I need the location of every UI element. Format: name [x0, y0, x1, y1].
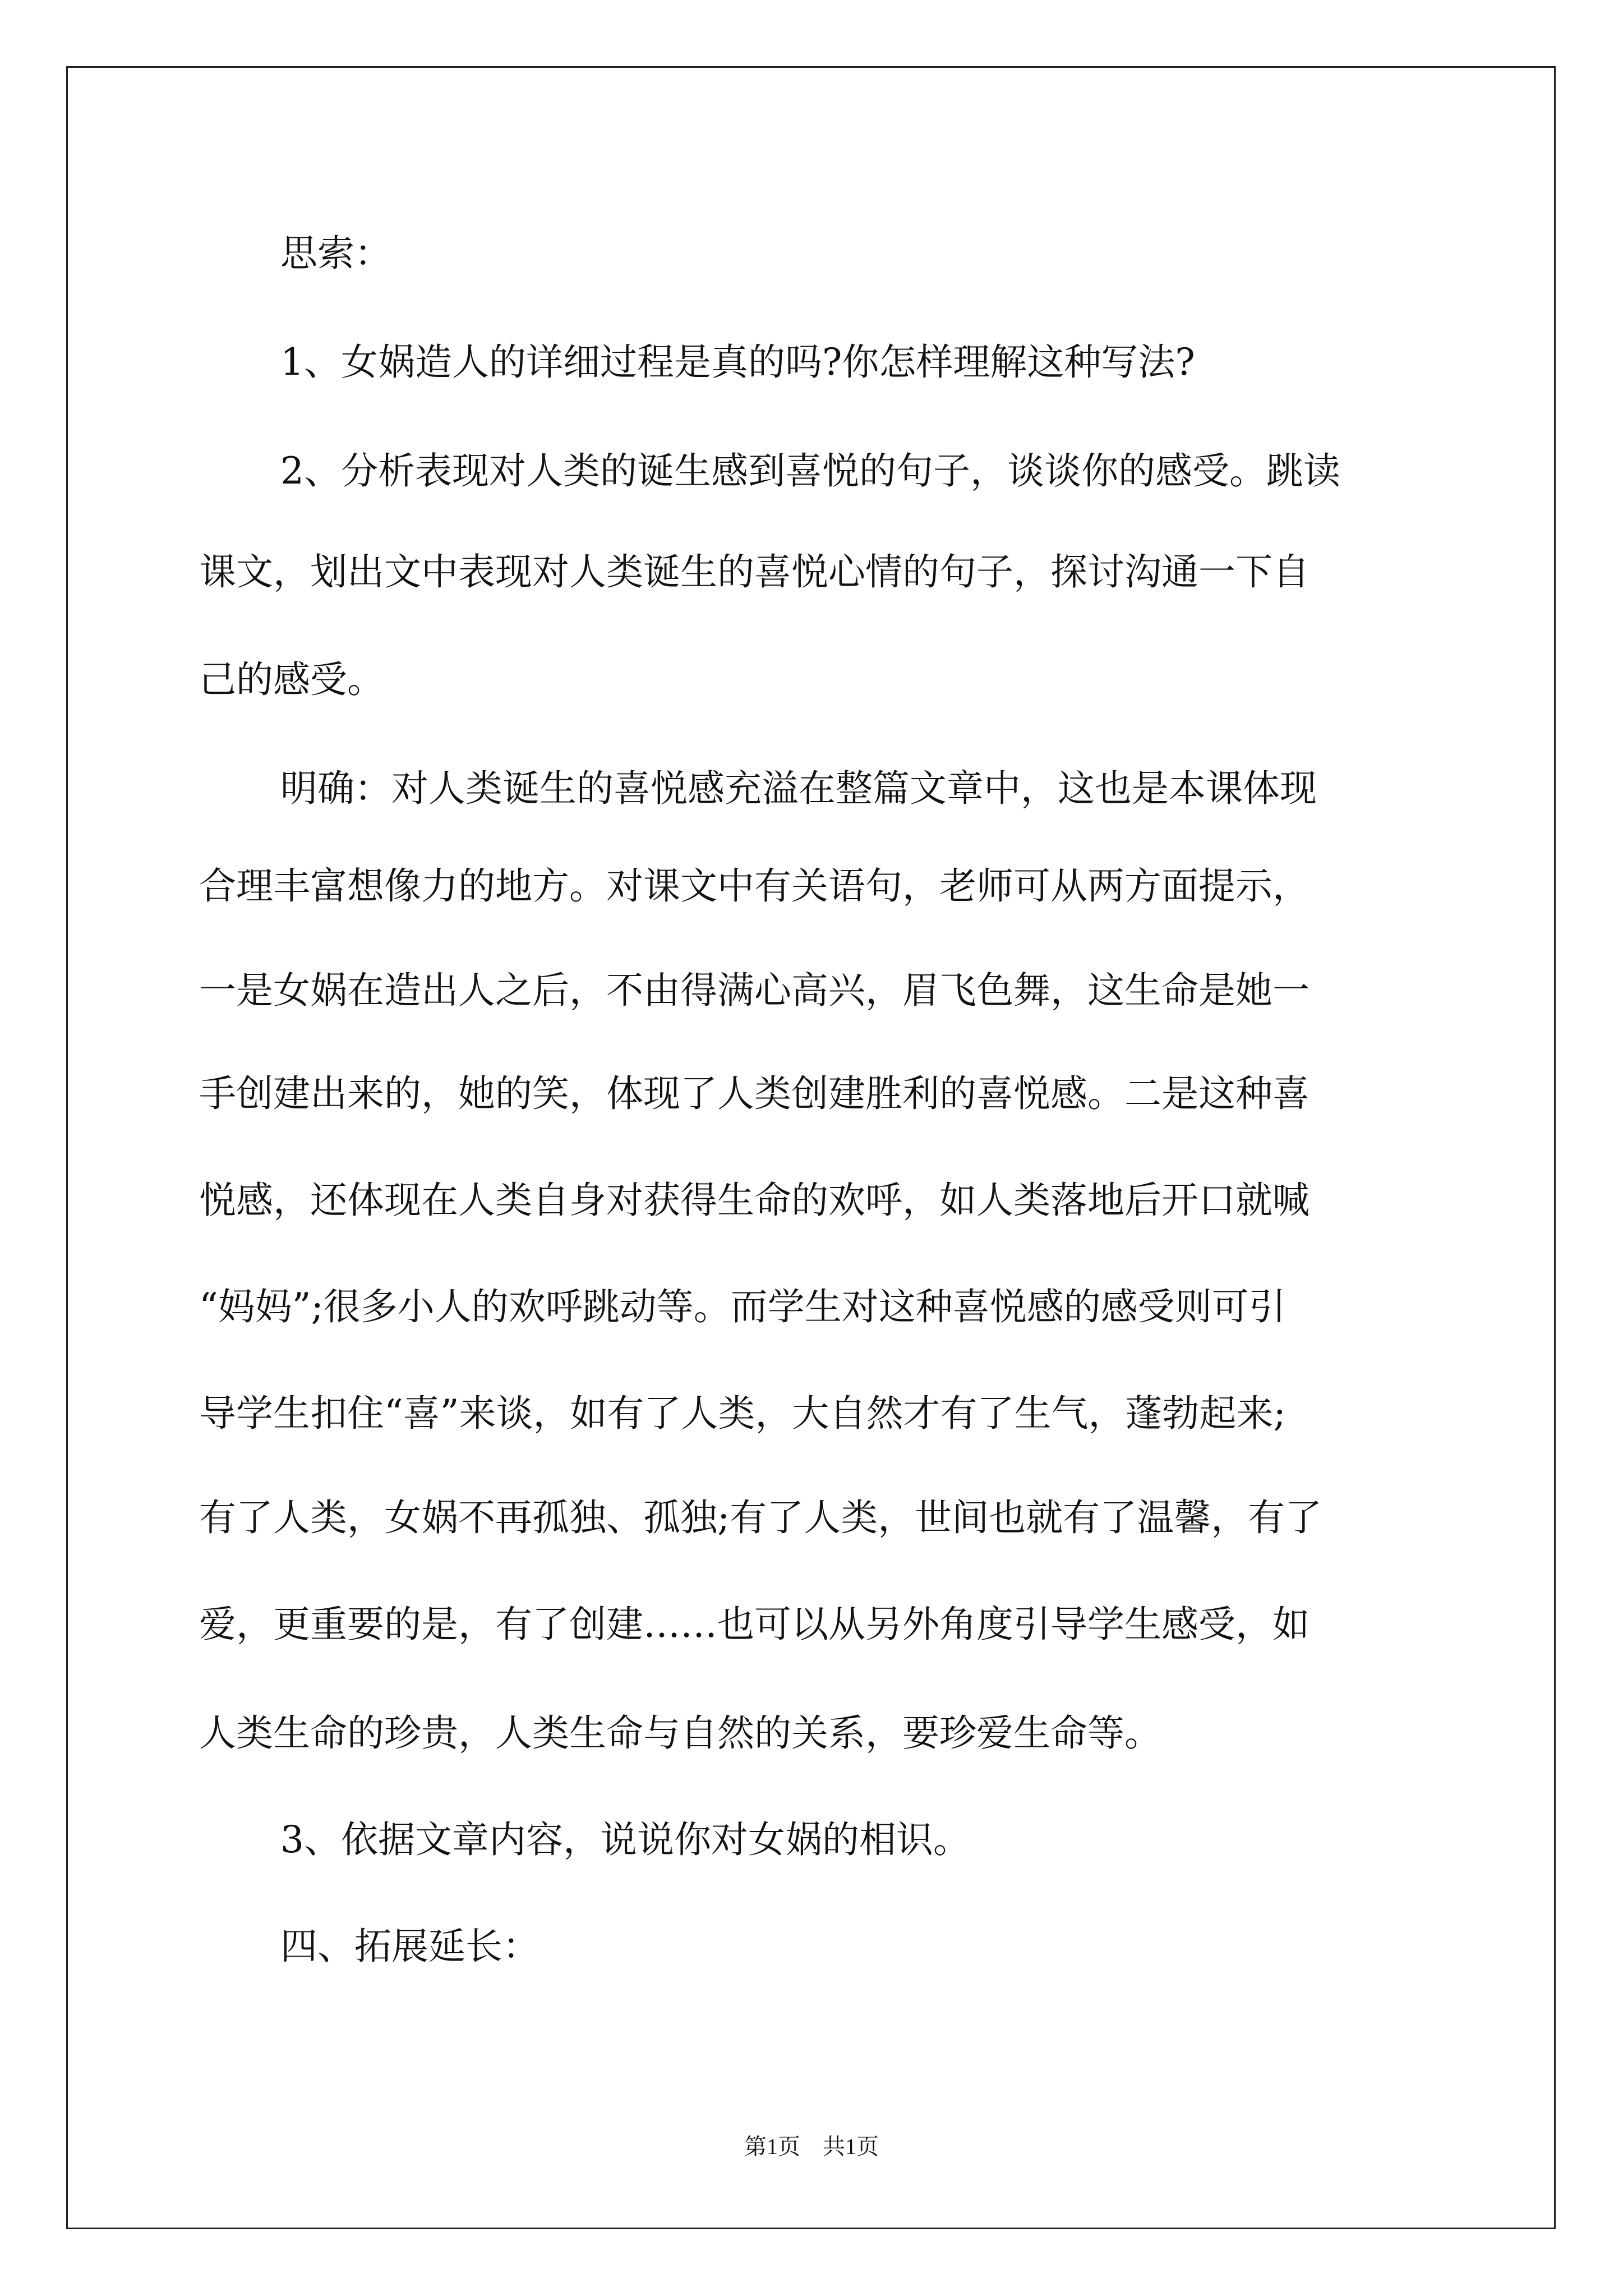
text-line: 悦感，还体现在人类自身对获得生命的欢呼，如人类落地后开口就喊	[199, 1179, 1310, 1222]
text-line: 己的感受。	[199, 658, 384, 701]
text-line: 思索：	[280, 232, 391, 275]
text-line: 导学生扣住“喜”来谈，如有了人类，大自然才有了生气，蓬勃起来;	[199, 1392, 1286, 1435]
text-line: 一是女娲在造出人之后，不由得满心高兴，眉飞色舞，这生命是她一	[199, 969, 1310, 1012]
text-line: 有了人类，女娲不再孤独、孤独;有了人类，世间也就有了温馨，有了	[199, 1496, 1322, 1539]
text-line: 四、拓展延长：	[280, 1925, 540, 1968]
text-line: 2、分析表现对人类的诞生感到喜悦的句子，谈谈你的感受。跳读	[280, 449, 1340, 493]
page-number: 第1页 共1页	[744, 2134, 879, 2159]
text-line: 1、女娲造人的详细过程是真的吗?你怎样理解这种写法?	[280, 341, 1195, 384]
text-line: 合理丰富想像力的地方。对课文中有关语句，老师可从两方面提示，	[199, 864, 1310, 908]
text-line: 人类生命的珍贵，人类生命与自然的关系，要珍爱生命等。	[199, 1711, 1161, 1755]
page-border	[66, 66, 1556, 2229]
text-line: 爱，更重要的是，有了创建……也可以从另外角度引导学生感受，如	[199, 1603, 1310, 1646]
text-line: 明确：对人类诞生的喜悦感充溢在整篇文章中，这也是本课体现	[280, 767, 1317, 810]
text-line: 课文，划出文中表现对人类诞生的喜悦心情的句子，探讨沟通一下自	[199, 550, 1310, 593]
text-line: “妈妈”;很多小人的欢呼跳动等。而学生对这种喜悦感的感受则可引	[199, 1285, 1286, 1328]
text-line: 3、依据文章内容，说说你对女娲的相识。	[280, 1818, 970, 1861]
text-line: 手创建出来的，她的笑，体现了人类创建胜利的喜悦感。二是这种喜	[199, 1072, 1310, 1115]
